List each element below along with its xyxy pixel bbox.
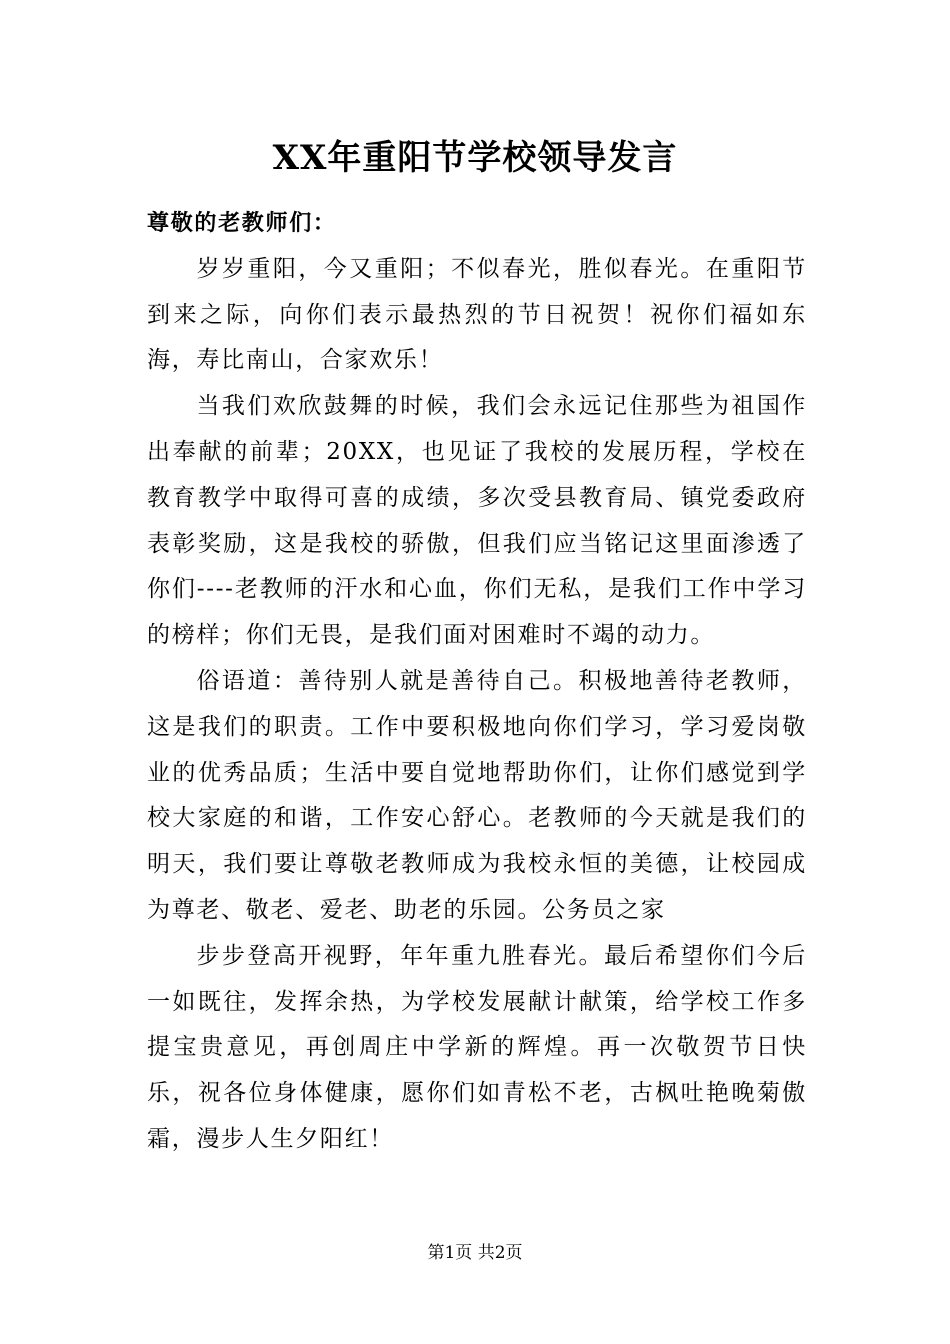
document-body (147, 201, 807, 1163)
paragraph-3: 俗语道：善待别人就是善待自己。积极地善待老教师，这是我们的职责。工作中要积极地向你们学习，学习爱岗敬业的优秀品质；生活中要自觉地帮助你们，让你们感觉到学校大家庭的和谐，工作安心舒心。老教师的今天就是我们的明天，我们要让尊敬老教师成为我校永恒的美德，让校园成为尊老、敬老、爱老、助老的乐园。公务员之家 (147, 667, 807, 923)
paragraph-1: 岁岁重阳，今又重阳；不似春光，胜似春光。在重阳节到来之际，向你们表示最热烈的节日祝贺！祝你们福如东海，寿比南山，合家欢乐！ (147, 255, 807, 374)
paragraph-2: 当我们欢欣鼓舞的时候，我们会永远记住那些为祖国作出奉献的前辈；20XX，也见证了我校的发展历程，学校在教育教学中取得可喜的成绩，多次受县教育局、镇党委政府表彰奖励，这是我校的骄傲，但我们应当铭记这里面渗透了你们----老教师的汗水和心血，你们无私，是我们工作中学习的榜样；你们无畏，是我们面对困难时不竭的动力。 (147, 393, 807, 649)
salutation: 尊敬的老教师们： (147, 211, 337, 236)
paragraph-4: 步步登高开视野，年年重九胜春光。最后希望你们今后一如既往，发挥余热，为学校发展献计献策，给学校工作多提宝贵意见，再创周庄中学新的辉煌。再一次敬贺节日快乐，祝各位身体健康，愿你们如青松不老，古枫吐艳晚菊傲霜，漫步人生夕阳红！ (147, 942, 807, 1152)
document-title: XX年重阳节学校领导发言 (272, 138, 678, 178)
page-footer: 第1页 共2页 (427, 1243, 523, 1263)
